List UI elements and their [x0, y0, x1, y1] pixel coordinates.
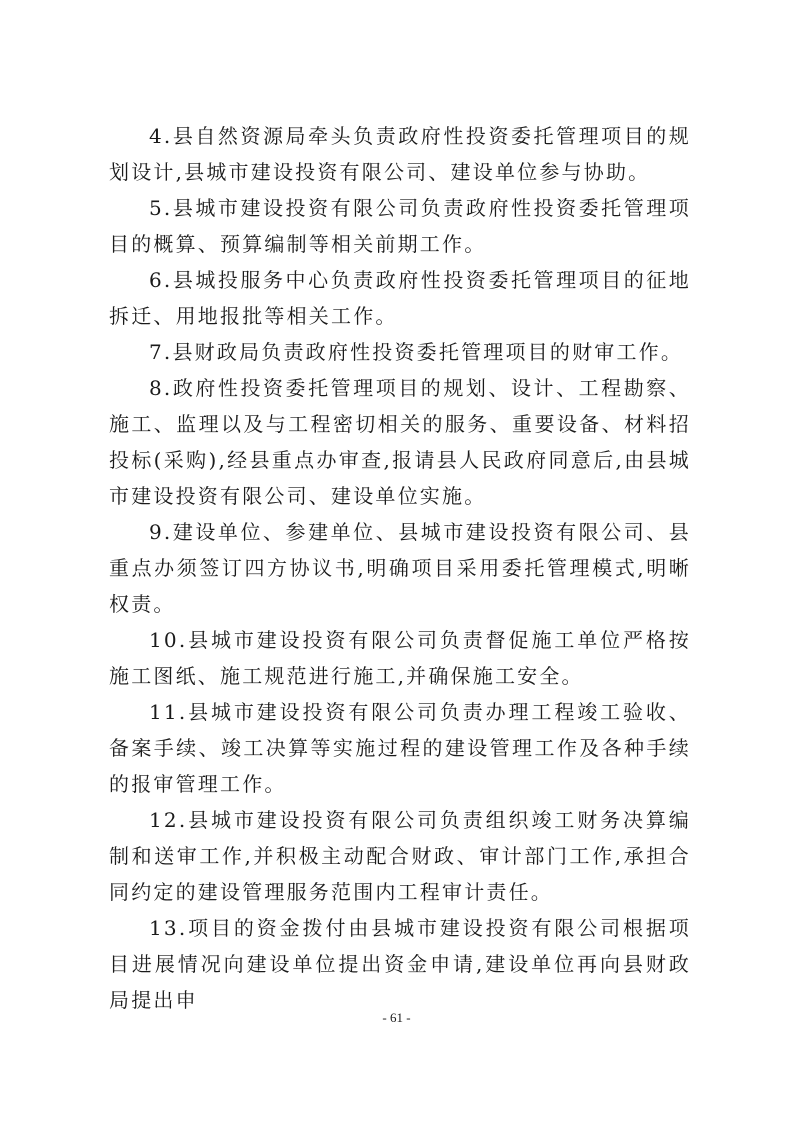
paragraph-item-7: 7.县财政局负责政府性投资委托管理项目的财审工作。	[149, 340, 684, 364]
body-text	[109, 118, 691, 1018]
paragraph-item-10: 10.县城市建设投资有限公司负责督促施工单位严格按施工图纸、施工规范进行施工,并确保施工安全。	[109, 628, 691, 688]
paragraph-item-5: 5.县城市建设投资有限公司负责政府性投资委托管理项目的概算、预算编制等相关前期工作。	[109, 196, 691, 256]
paragraph-item-11: 11.县城市建设投资有限公司负责办理工程竣工验收、备案手续、竣工决算等实施过程的建设管理工作及各种手续的报审管理工作。	[109, 700, 691, 796]
paragraph-item-13: 13.项目的资金拨付由县城市建设投资有限公司根据项目进展情况向建设单位提出资金申请,建设单位再向县财政局提出申	[109, 916, 691, 1012]
paragraph-item-8: 8.政府性投资委托管理项目的规划、设计、工程勘察、施工、监理以及与工程密切相关的服务、重要设备、材料招投标(采购),经县重点办审查,报请县人民政府同意后,由县城市建设投资有限公司、建设单位实施。	[109, 376, 691, 508]
paragraph-item-4: 4.县自然资源局牵头负责政府性投资委托管理项目的规划设计,县城市建设投资有限公司、建设单位参与协助。	[109, 124, 691, 184]
paragraph-item-9: 9.建设单位、参建单位、县城市建设投资有限公司、县重点办须签订四方协议书,明确项目采用委托管理模式,明晰权责。	[109, 520, 691, 616]
page-number: - 61 -	[382, 1010, 411, 1025]
paragraph-item-6: 6.县城投服务中心负责政府性投资委托管理项目的征地拆迁、用地报批等相关工作。	[109, 268, 691, 328]
paragraph-item-12: 12.县城市建设投资有限公司负责组织竣工财务决算编制和送审工作,并积极主动配合财政、审计部门工作,承担合同约定的建设管理服务范围内工程审计责任。	[109, 808, 691, 904]
